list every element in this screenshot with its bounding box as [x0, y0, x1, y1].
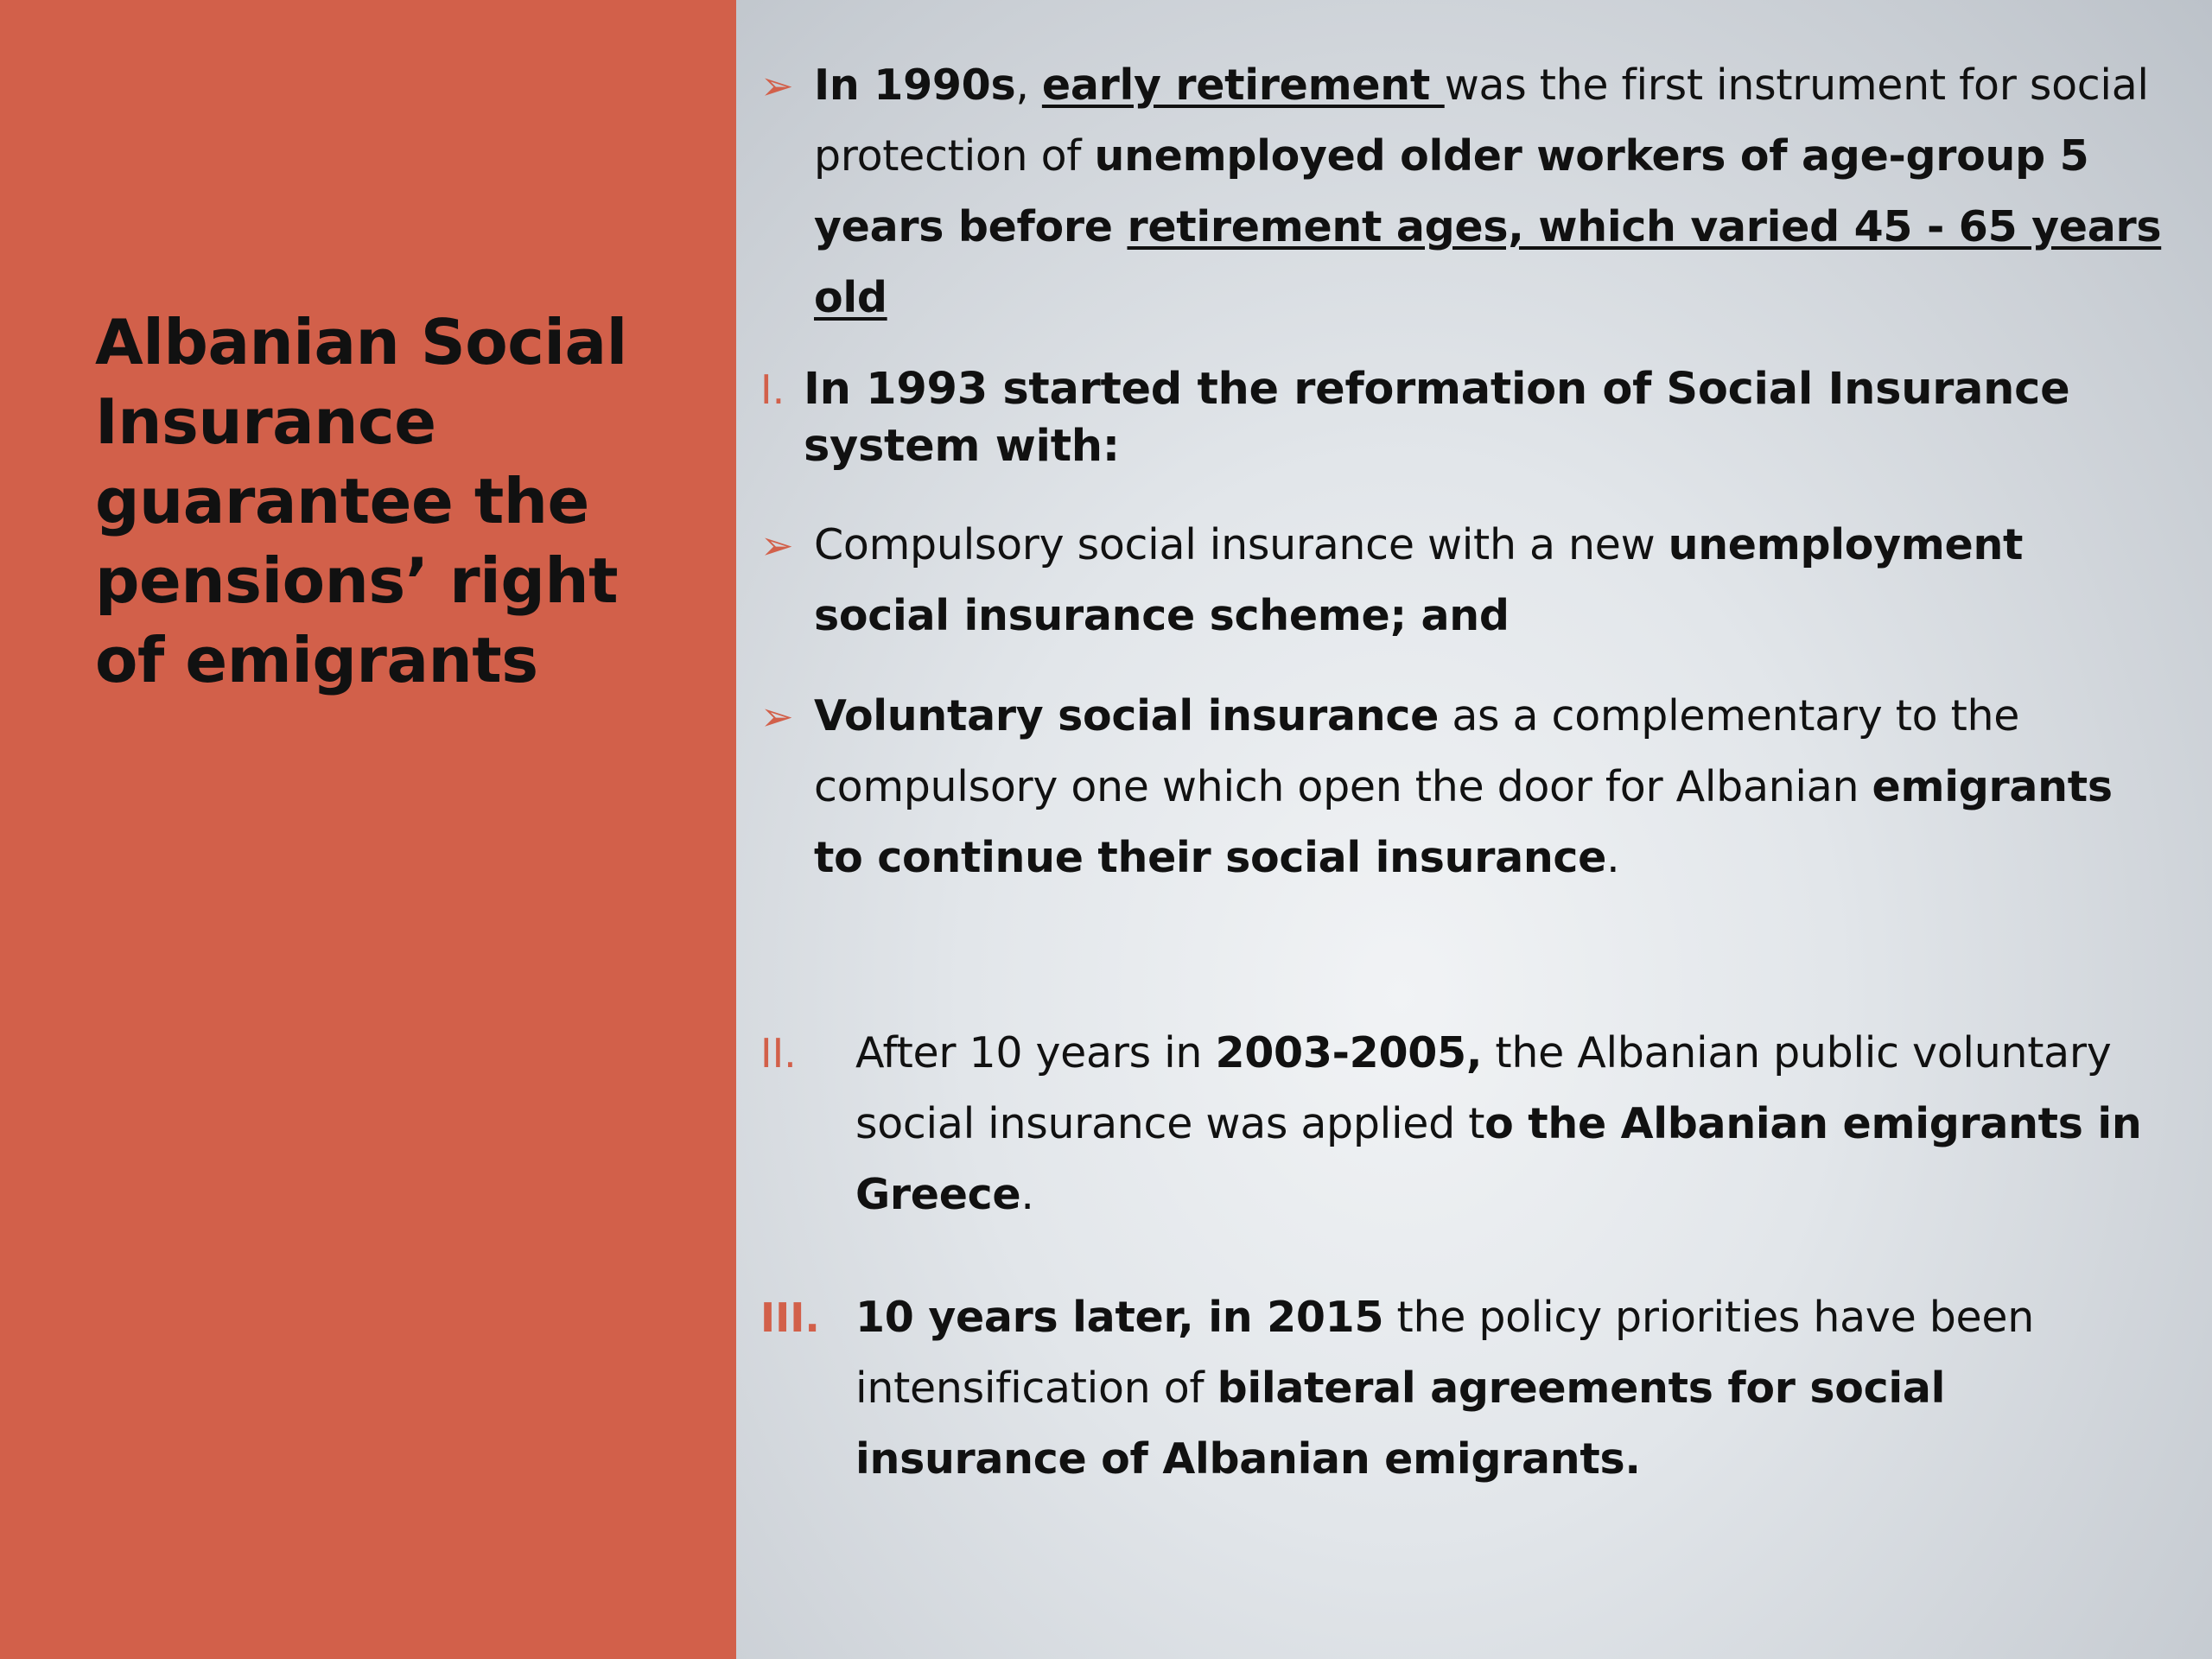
roman-numeral-marker: I.	[760, 366, 785, 413]
bullet-text: Voluntary social insurance as a complementary to the compulsory one which open the door for Albanian emigrants to continue their social insurance.	[814, 691, 2113, 882]
roman-numeral-marker: II.	[760, 1030, 797, 1077]
bullet-text: Compulsory social insurance with a new unemployment social insurance scheme; and	[814, 520, 2024, 640]
bullet-text: In 1993 started the reformation of Social Insurance system with:	[804, 364, 2070, 472]
roman-numeral-marker: III.	[760, 1294, 820, 1341]
bullet-text: 10 years later, in 2015 the policy priorities have been intensification of bilateral agreements for social insurance of Albanian emigrants.	[855, 1293, 2034, 1484]
bullet-text: After 10 years in 2003-2005, the Albanian public voluntary social insurance was applied to the Albanian emigrants in Greece.	[855, 1028, 2142, 1219]
slide-title: Albanian Social Insurance guarantee the pensions’ right of emigrants	[95, 306, 627, 696]
bullet-text: In 1990s, early retirement was the first instrument for social protection of unemployed older workers of age-group 5 years before retirement ages, which varied 45 - 65 years old	[814, 60, 2162, 322]
arrow-bullet-icon: ➢	[760, 62, 794, 109]
arrow-bullet-icon: ➢	[760, 693, 794, 740]
arrow-bullet-icon: ➢	[760, 522, 794, 569]
